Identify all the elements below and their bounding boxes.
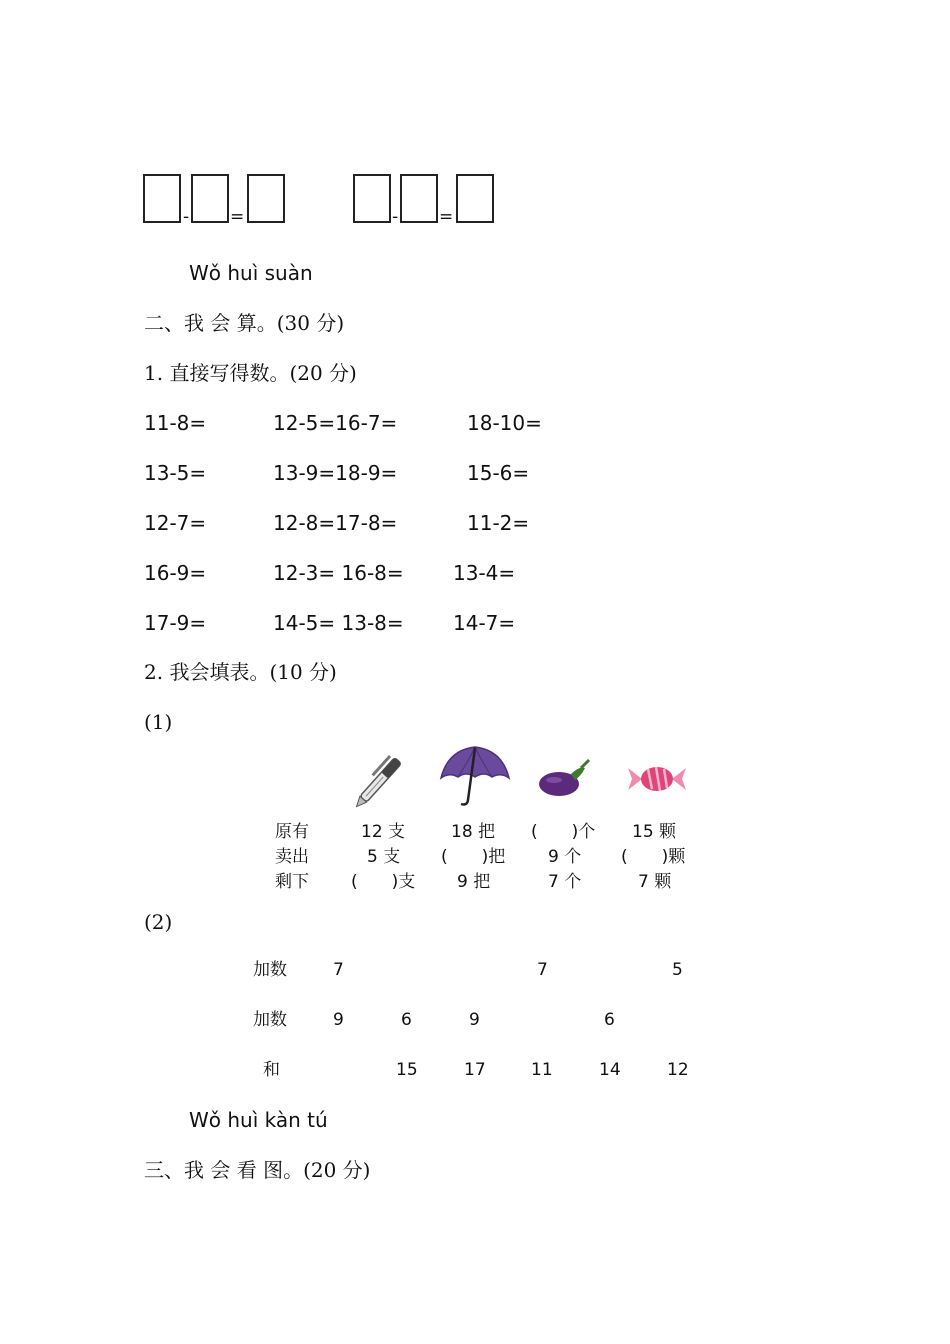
table-cell[interactable]: ( )个 [531, 822, 596, 842]
row-label: 原有 [275, 822, 309, 842]
pinyin-section3: Wǒ huì kàn tú [189, 1108, 328, 1132]
table-cell[interactable]: ( )把 [441, 847, 506, 867]
row-label: 和 [263, 1060, 280, 1080]
answer-box[interactable] [353, 174, 391, 223]
equals-sign: = [230, 207, 245, 227]
answer-box[interactable] [456, 174, 494, 223]
table-cell: 18 把 [451, 822, 496, 842]
table-cell: 9 把 [457, 872, 491, 892]
problem: 18-10= [467, 411, 542, 435]
problem: 17-9= [144, 611, 207, 635]
candy-icon [626, 762, 688, 796]
problem: 12-3= 16-8= [273, 561, 404, 585]
problem: 12-8=17-8= [273, 511, 398, 535]
part1-label: (1) [144, 710, 173, 734]
section3-title: 三、我 会 看 图。(20 分) [144, 1158, 371, 1182]
table-cell[interactable]: ( )颗 [621, 847, 686, 867]
q1-title: 1. 直接写得数。(20 分) [144, 361, 357, 385]
eggplant-icon [537, 756, 593, 800]
problem: 11-8= [144, 411, 207, 435]
problem: 13-4= [453, 561, 516, 585]
table-cell: 9 个 [548, 847, 582, 867]
problem: 12-5=16-7= [273, 411, 398, 435]
answer-box[interactable] [247, 174, 285, 223]
table-cell: 15 颗 [632, 822, 677, 842]
table-cell: 11 [531, 1060, 553, 1080]
section2-title: 二、我 会 算。(30 分) [144, 311, 345, 335]
pen-icon [348, 742, 418, 814]
table-cell: 17 [464, 1060, 486, 1080]
row-label: 加数 [253, 960, 287, 980]
problem: 13-9=18-9= [273, 461, 398, 485]
answer-box[interactable] [400, 174, 438, 223]
table-cell: 7 [537, 960, 548, 980]
table-cell: 7 [333, 960, 344, 980]
table-cell: 14 [599, 1060, 621, 1080]
row-label: 剩下 [275, 872, 309, 892]
table-cell: 5 [672, 960, 683, 980]
problem: 15-6= [467, 461, 530, 485]
table-cell: 12 [667, 1060, 689, 1080]
table-cell: 9 [469, 1010, 480, 1030]
table-cell: 15 [396, 1060, 418, 1080]
umbrella-icon [438, 744, 512, 808]
table-cell[interactable]: ( )支 [351, 872, 416, 892]
problem: 13-5= [144, 461, 207, 485]
problem: 14-5= 13-8= [273, 611, 404, 635]
equals-sign: = [439, 207, 454, 227]
minus-sign: - [392, 207, 399, 227]
minus-sign: - [183, 207, 190, 227]
table-cell: 7 个 [548, 872, 582, 892]
table-cell: 9 [333, 1010, 344, 1030]
answer-box[interactable] [143, 174, 181, 223]
table-cell: 7 颗 [638, 872, 672, 892]
problem: 12-7= [144, 511, 207, 535]
part2-label: (2) [144, 910, 173, 934]
table-cell: 5 支 [367, 847, 401, 867]
q2-title: 2. 我会填表。(10 分) [144, 660, 337, 684]
table-cell: 6 [401, 1010, 412, 1030]
problem: 16-9= [144, 561, 207, 585]
pinyin-section2: Wǒ huì suàn [189, 261, 313, 285]
row-label: 卖出 [275, 847, 309, 867]
answer-box[interactable] [191, 174, 229, 223]
problem: 14-7= [453, 611, 516, 635]
problem: 11-2= [467, 511, 530, 535]
table-cell: 12 支 [361, 822, 406, 842]
row-label: 加数 [253, 1010, 287, 1030]
table-cell: 6 [604, 1010, 615, 1030]
